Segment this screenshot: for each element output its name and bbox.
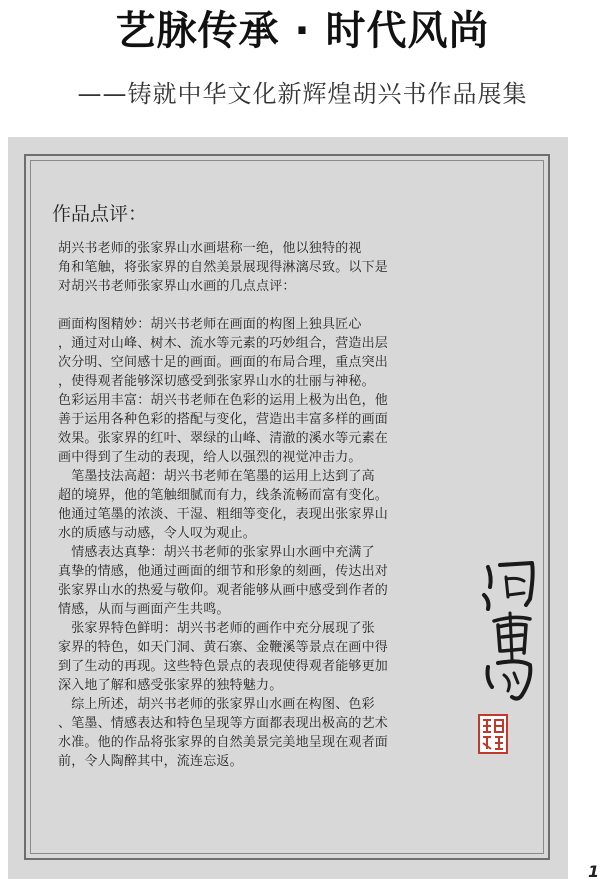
- review-body: [58, 239, 462, 771]
- page-number: 1: [588, 862, 600, 881]
- review-intro-paragraph: 胡兴书老师的张家界山水画堪称一绝，他以独特的视 角和笔触，将张家界的自然美景展现得淋漓尽致。以下是 对胡兴书老师张家界山水画的几点点评：: [58, 241, 389, 294]
- red-seal-stamp: [478, 714, 508, 754]
- calligraphy-signature: [474, 555, 544, 715]
- review-heading: 作品点评：: [52, 203, 148, 225]
- page-title: 艺脉传承 · 时代风尚: [115, 8, 490, 54]
- page-subtitle: ——铸就中华文化新辉煌胡兴书作品展集: [77, 80, 528, 108]
- review-points-paragraph: 画面构图精妙：胡兴书老师在画面的构图上独具匠心 ，通过对山峰、树木、流水等元素的巧妙组合，营造出层 次分明、空间感十足的画面。画面的布局合理，重点突出 ，使得观者能够深切感受到张家界山水的壮丽与神秘。 色彩运用丰富：胡兴书老师在色彩的运用上极为出色，他 善于运用各种色彩的搭配与变化，营造出丰富多样的画面 效果。张家界的红叶、翠绿的山峰、清澈的溪水等元素在 画中得到了生动的表现，给人以强烈的视觉冲击力。 笔墨技法高超：胡兴书老师在笔墨的运用上达到了高 超的境界，他的笔触细腻而有力，线条流畅而富有变化。 他通过笔墨的浓淡、干湿、粗细等变化，表现出张家界山 水的质感与动感，令人叹为观止。 情感表达真挚：胡兴书老师的张家界山水画中充满了 真挚的情感，他通过画面的细节和形象的刻画，传达出对 张家界山水的热爱与敬仰。观者能够从画中感受到作者的 情感，从而与画面产生共鸣。 张家界特色鲜明：胡兴书老师的画作中充分展现了张 家界的特色，如天门洞、黄石寨、金鞭溪等景点在画中得 到了生动的再现。这些特色景点的表现使得观者能够更加 深入地了解和感受张家界的独特魅力。 综上所述，胡兴书老师的张家界山水画在构图、色彩 、笔墨、情感表达和特色呈现等方面都表现出极高的艺术 水准。他的作品将张家界的自然美景完美地呈现在观者面 前，令人陶醉其中，流连忘返。: [58, 317, 389, 769]
